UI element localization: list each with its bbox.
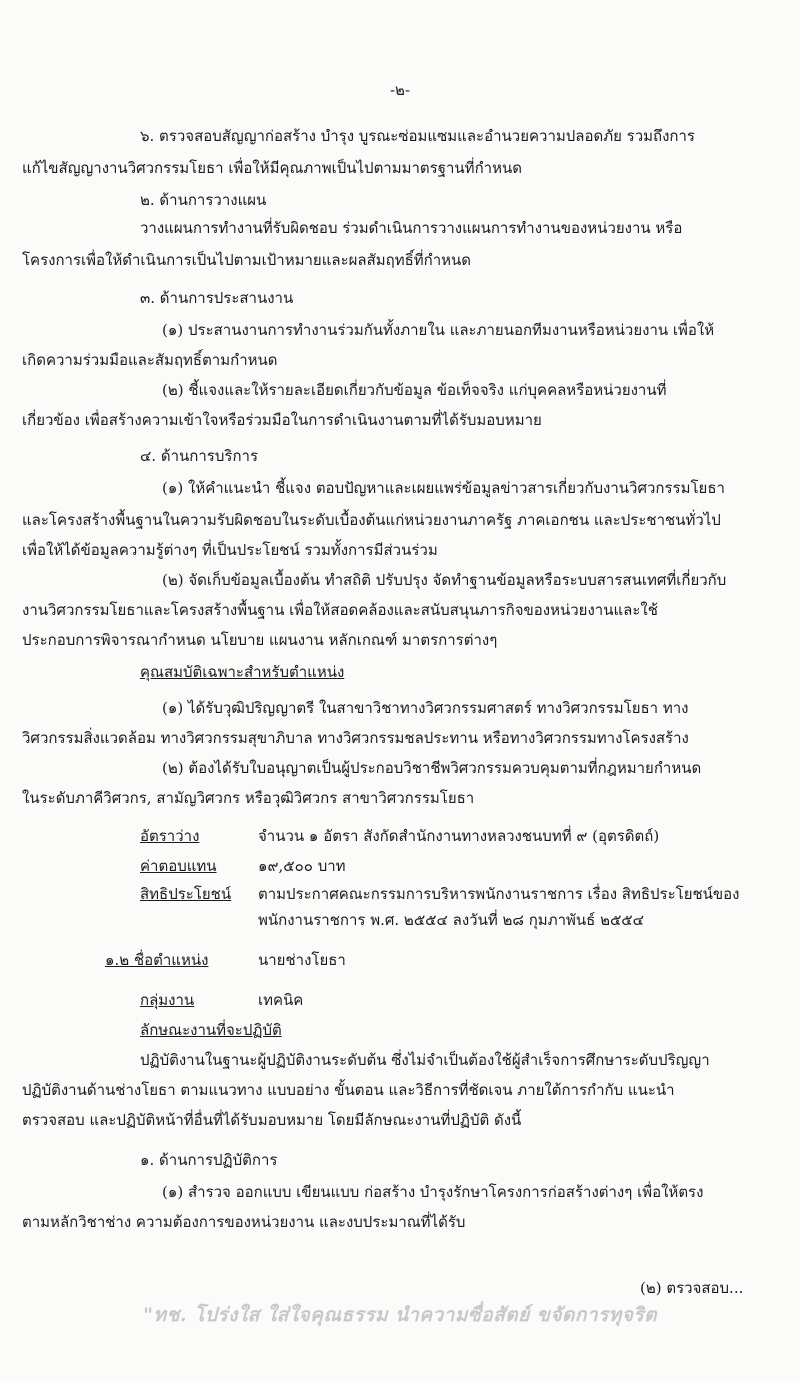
text-line: แก้ไขสัญญางานวิศวกรรมโยธา เพื่อให้มีคุณภาพเป็นไปตามมาตรฐานที่กำหนด [22,159,522,177]
text-line: (๒) จัดเก็บข้อมูลเบื้องต้น ทำสถิติ ปรับปรุง จัดทำฐานข้อมูลหรือระบบสารสนเทศที่เกี่ยวกับ [162,571,727,589]
text-line: ในระดับภาคีวิศวกร, สามัญวิศวกร หรือวุฒิวิศวกร สาขาวิศวกรรมโยธา [22,789,475,807]
text-line: ปฏิบัติงานด้านช่างโยธา ตามแนวทาง แบบอย่าง ขั้นตอน และวิธีการที่ชัดเจน ภายใต้การกำกับ แนะนำ [22,1081,675,1099]
text-line: (๑) ให้คำแนะนำ ชี้แจง ตอบปัญหาและเผยแพร่ข้อมูลข่าวสารเกี่ยวกับงานวิศวกรรมโยธา [162,479,725,497]
text-line: วิศวกรรมสิ่งแวดล้อม ทางวิศวกรรมสุขาภิบาล ทางวิศวกรรมชลประทาน หรือทางวิศวกรรมทางโครงสร้าง [22,729,689,747]
text-line: เกี่ยวข้อง เพื่อสร้างความเข้าใจหรือร่วมมือในการดำเนินงานตามที่ได้รับมอบหมาย [22,411,542,429]
job-description-heading: ลักษณะงานที่จะปฏิบัติ [140,1021,282,1039]
footer-motto: "ทช. โปร่งใส ใส่ใจคุณธรรม นำความซื่อสัตย์ ขจัดการทุจริต [143,1304,657,1326]
detail-value: ๑๙,๕๐๐ บาท [258,857,346,875]
text-line: ๒. ด้านการวางแผน [140,191,267,209]
text-line: (๒) ชี้แจงและให้รายละเอียดเกี่ยวกับข้อมูล ข้อเท็จจริง แก่บุคคลหรือหน่วยงานที่ [162,381,667,399]
continuation-note: (๒) ตรวจสอบ... [640,1279,744,1297]
text-line: ตามหลักวิชาช่าง ความต้องการของหน่วยงาน และงบประมาณที่ได้รับ [22,1213,466,1231]
detail-label: อัตราว่าง [140,827,200,845]
group-label: กลุ่มงาน [140,991,195,1009]
qualifications-heading: คุณสมบัติเฉพาะสำหรับตำแหน่ง [140,663,345,681]
text-line: วางแผนการทำงานที่รับผิดชอบ ร่วมดำเนินการวางแผนการทำงานของหน่วยงาน หรือ [140,219,683,237]
text-line: และโครงสร้างพื้นฐานในความรับผิดชอบในระดับเบื้องต้นแก่หน่วยงานภาครัฐ ภาคเอกชน และประชาชนทั่วไป [22,511,721,529]
text-line: ๔. ด้านการบริการ [140,447,259,465]
text-line: (๑) ประสานงานการทำงานร่วมกันทั้งภายใน และภายนอกทีมงานหรือหน่วยงาน เพื่อให้ [162,321,715,339]
text-line: เพื่อให้ได้ข้อมูลความรู้ต่างๆ ที่เป็นประโยชน์ รวมทั้งการมีส่วนร่วม [22,541,438,559]
text-line: ๖. ตรวจสอบสัญญาก่อสร้าง บำรุง บูรณะซ่อมแซมและอำนวยความปลอดภัย รวมถึงการ [140,127,695,145]
text-line: ๓. ด้านการประสานงาน [140,289,294,307]
detail-label: สิทธิประโยชน์ [140,885,232,903]
detail-value: จำนวน ๑ อัตรา สังกัดสำนักงานทางหลวงชนบทที่ ๙ (อุตรดิตถ์) [258,827,660,845]
detail-value: พนักงานราชการ พ.ศ. ๒๕๕๔ ลงวันที่ ๒๘ กุมภาพันธ์ ๒๕๕๔ [258,911,645,929]
detail-value: ตามประกาศคณะกรรมการบริหารพนักงานราชการ เรื่อง สิทธิประโยชน์ของ [258,885,740,903]
text-line: (๑) สำรวจ ออกแบบ เขียนแบบ ก่อสร้าง บำรุงรักษาโครงการก่อสร้างต่างๆ เพื่อให้ตรง [162,1183,704,1201]
page-number: -๒- [389,81,411,99]
text-line: งานวิศวกรรมโยธาและโครงสร้างพื้นฐาน เพื่อให้สอดคล้องและสนับสนุนภารกิจของหน่วยงานและใช้ [22,601,658,619]
text-line: ๑. ด้านการปฏิบัติการ [140,1151,278,1169]
text-line: โครงการเพื่อให้ดำเนินการเป็นไปตามเป้าหมายและผลสัมฤทธิ์ที่กำหนด [22,251,472,269]
text-line: (๑) ได้รับวุฒิปริญญาตรี ในสาขาวิชาทางวิศวกรรมศาสตร์ ทางวิศวกรรมโยธา ทาง [162,699,689,717]
text-line: ปฏิบัติงานในฐานะผู้ปฏิบัติงานระดับต้น ซึ่งไม่จำเป็นต้องใช้ผู้สำเร็จการศึกษาระดับปริญญา [140,1051,710,1069]
position-title-value: นายช่างโยธา [258,951,346,969]
group-value: เทคนิค [258,991,304,1009]
detail-label: ค่าตอบแทน [140,857,217,875]
text-line: ประกอบการพิจารณากำหนด นโยบาย แผนงาน หลักเกณฑ์ มาตรการต่างๆ [22,631,498,649]
text-line: เกิดความร่วมมือและสัมฤทธิ์ตามกำหนด [22,351,278,369]
position-title-label: ๑.๒ ชื่อตำแหน่ง [105,951,209,969]
text-line: (๒) ต้องได้รับใบอนุญาตเป็นผู้ประกอบวิชาชีพวิศวกรรมควบคุมตามที่กฎหมายกำหนด [162,759,702,777]
text-line: ตรวจสอบ และปฏิบัติหน้าที่อื่นที่ได้รับมอบหมาย โดยมีลักษณะงานที่ปฏิบัติ ดังนี้ [22,1111,522,1129]
